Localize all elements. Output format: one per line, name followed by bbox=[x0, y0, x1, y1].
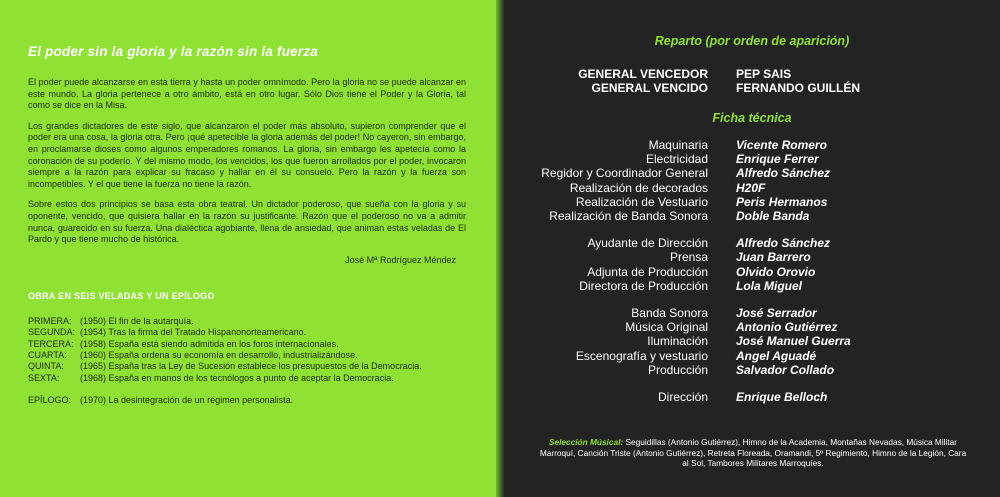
velada-label: SEGUNDA: bbox=[28, 327, 76, 338]
list-item bbox=[504, 279, 1000, 293]
list-item bbox=[28, 339, 466, 350]
credit-name: Antonio Gutiérrez bbox=[736, 320, 838, 335]
velada-text: (1954) Tras la firma del Tratado Hispanonorteamericano. bbox=[80, 327, 307, 338]
cast-actor: FERNANDO GUILLÉN bbox=[736, 81, 860, 95]
list-item bbox=[504, 250, 1000, 264]
cast-actor: PEP SAIS bbox=[736, 67, 792, 81]
list-item bbox=[28, 361, 466, 372]
credit-role: Música Original bbox=[625, 320, 708, 335]
credit-name: José Serrador bbox=[736, 306, 817, 321]
essay-title: El poder sin la gloria y la razón sin la fuerza bbox=[28, 44, 318, 59]
epilogue-label: EPÍLOGO: bbox=[28, 395, 72, 406]
tech-heading: Ficha técnica bbox=[712, 111, 792, 125]
chronology-list bbox=[28, 316, 466, 407]
velada-text: (1950) El fin de la autarquía. bbox=[80, 315, 194, 326]
list-item bbox=[504, 138, 1000, 152]
list-item bbox=[504, 209, 1000, 223]
music-text: Seguidillas (Antonio Gutiérrez), Himno de la Academia, Montañas Nevadas, Música Militar Marroquí, Canción Triste (Antonio Gutiérrez), Retreta Floreada, Oramandi, 5º Regimiento, Himno de la Legión, Cara al Sol, Tambores Militares Marroquíes. bbox=[539, 437, 967, 468]
list-item bbox=[504, 236, 1000, 250]
essay-paragraph-3: Sobre estos dos principios se basa esta obra teatral. Un dictador poderoso, que sueña con la gloria y su oponente, vencido, que quisiera hallar en la razón su justificante. Razón que el poderoso no va a admitir nunca, guarecido en su fuerza. Una dialéctica agobiante, llena de ansiedad, que animan estas veladas de El Pardo y que tiene mucho de histórica. bbox=[28, 199, 466, 245]
credit-name: Juan Barrero bbox=[736, 250, 811, 265]
credit-name: Peris Hermanos bbox=[736, 194, 828, 209]
music-selection bbox=[538, 437, 968, 469]
credit-role: Banda Sonora bbox=[631, 306, 708, 321]
epilogue-text: (1970) La desintegración de un régimen personalista. bbox=[80, 395, 294, 406]
cast-role: GENERAL VENCEDOR bbox=[578, 67, 708, 81]
credit-role: Dirección bbox=[657, 390, 708, 405]
right-page bbox=[504, 0, 1000, 497]
cast-role: GENERAL VENCIDO bbox=[591, 81, 708, 95]
list-item bbox=[504, 334, 1000, 348]
credit-role: Maquinaria bbox=[648, 138, 708, 152]
credit-role: Iluminación bbox=[647, 334, 708, 349]
author-signature: José Mª Rodríguez Méndez bbox=[345, 254, 456, 265]
structure-title: OBRA EN SEIS VELADAS Y UN EPÍLOGO bbox=[28, 290, 215, 301]
list-item bbox=[504, 81, 1000, 95]
list-item bbox=[504, 306, 1000, 320]
essay-paragraph-2: Los grandes dictadores de este siglo, que alcanzaron el poder más absoluto, supieron comprender que el poder era una cosa, la gloria otra. Pero ¡qué apetecible la gloria además del poder! No cayeron, sin embargo, en proclamarse dioses como algunos emperadores romanos. La gloria, sin embargo les apetecía como la coronación de su poderío. Y del mismo modo, los vencidos, los que fueron arrollados por el poder, invocaron siempre a la razón para explicar su fracaso y hallar en él su consuelo. Pero la razón y la fuerza son incompetibles. Y el que tiene la fuerza no tiene la razón. bbox=[28, 120, 466, 189]
credit-role: Regidor y Coordinador General bbox=[541, 166, 708, 181]
cast-heading: Reparto (por orden de aparición) bbox=[654, 34, 850, 48]
credit-role: Realización de decorados bbox=[569, 180, 708, 195]
velada-label: CUARTA: bbox=[28, 349, 67, 360]
list-item bbox=[504, 265, 1000, 279]
credit-name: Enrique Belloch bbox=[736, 390, 828, 405]
left-page bbox=[0, 0, 496, 497]
credit-role: Producción bbox=[647, 362, 708, 377]
credit-name: José Manuel Guerra bbox=[736, 334, 851, 349]
velada-text: (1965) España tras la Ley de Sucesión establece los presupuestos de la Democracia. bbox=[80, 361, 422, 372]
essay-paragraph-1: El poder puede alcanzarse en esta tierra y hasta un poder omnímodo. Pero la gloria no se puede alcanzar en este mundo. La gloria pertenece a otro ámbito, está en otro lugar. Sólo Dios tiene el Poder y la Gloria, tal como se dice en la Misa. bbox=[28, 77, 466, 111]
list-item bbox=[504, 181, 1000, 195]
credit-role: Escenografía y vestuario bbox=[575, 348, 708, 363]
credit-name: H20F bbox=[736, 180, 766, 195]
list-item bbox=[504, 152, 1000, 166]
velada-text: (1960) España ordena su economía en desarrollo, industrializándose. bbox=[80, 349, 358, 360]
credit-role: Directora de Producción bbox=[579, 278, 708, 293]
list-item bbox=[28, 373, 466, 384]
credit-name: Alfredo Sánchez bbox=[736, 236, 831, 251]
page-fold bbox=[496, 0, 504, 497]
credit-name: Doble Banda bbox=[736, 209, 810, 224]
credit-role: Prensa bbox=[669, 250, 708, 265]
velada-label: TERCERA: bbox=[28, 338, 74, 349]
list-item bbox=[504, 166, 1000, 180]
velada-label: PRIMERA: bbox=[28, 315, 72, 326]
list-item bbox=[28, 316, 466, 327]
credit-role: Ayudante de Dirección bbox=[587, 236, 708, 251]
velada-label: SEXTA: bbox=[28, 372, 60, 383]
velada-label: QUINTA: bbox=[28, 361, 64, 372]
credit-role: Adjunta de Producción bbox=[587, 264, 708, 279]
credit-name: Salvador Collado bbox=[736, 362, 835, 377]
velada-text: (1958) España está siendo admitida en los foros internacionales. bbox=[80, 338, 339, 349]
credit-name: Alfredo Sánchez bbox=[736, 166, 831, 181]
credit-name: Angel Aguadé bbox=[736, 348, 817, 363]
credit-name: Olvido Orovio bbox=[736, 264, 816, 279]
credit-name: Enrique Ferrer bbox=[736, 152, 819, 167]
list-item bbox=[504, 320, 1000, 334]
music-label: Selección Músical: bbox=[548, 437, 624, 447]
credit-name: Vicente Romero bbox=[736, 138, 827, 152]
credit-role: Electricidad bbox=[645, 152, 708, 167]
list-item bbox=[28, 395, 466, 406]
list-item bbox=[504, 390, 1000, 404]
credit-name: Lola Miguel bbox=[736, 278, 802, 293]
credit-role: Realización de Vestuario bbox=[575, 194, 708, 209]
list-item bbox=[504, 349, 1000, 363]
credit-role: Realización de Banda Sonora bbox=[549, 209, 708, 224]
credits-list bbox=[504, 138, 1000, 404]
list-item bbox=[504, 363, 1000, 377]
list-item bbox=[504, 195, 1000, 209]
cast-list bbox=[504, 67, 1000, 95]
list-item bbox=[28, 327, 466, 338]
list-item bbox=[504, 67, 1000, 81]
list-item bbox=[28, 350, 466, 361]
velada-text: (1968) España en manos de los tecnólogos a punto de aceptar la Democracia. bbox=[80, 372, 394, 383]
